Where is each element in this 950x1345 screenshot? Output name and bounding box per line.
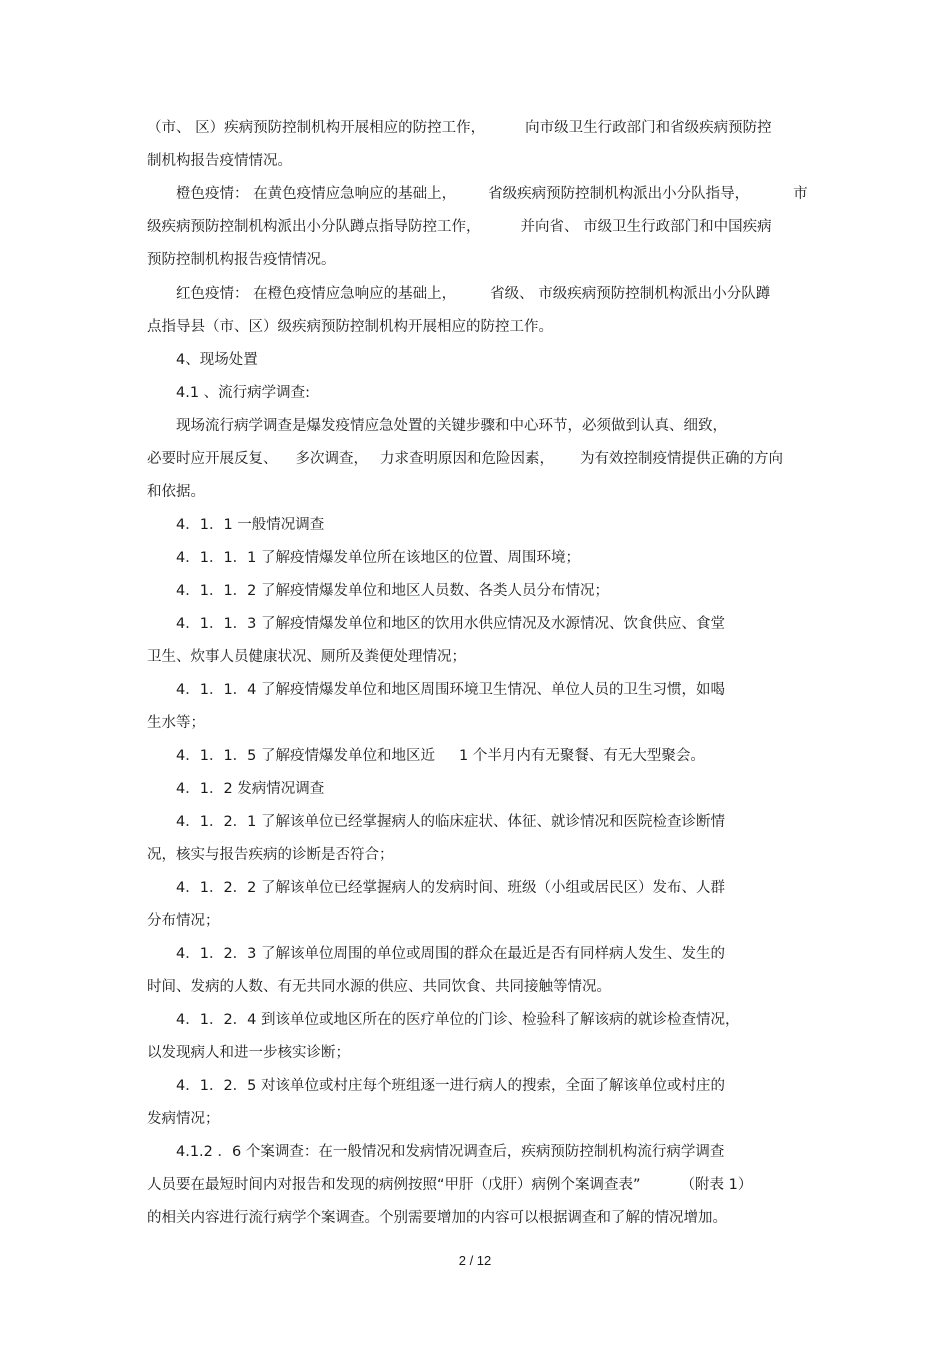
text-line: 预防控制机构报告疫情情况。: [147, 252, 336, 268]
text-segment: 为有效控制疫情提供正确的方向: [580, 451, 783, 467]
section-heading-4: 4、现场处置: [176, 352, 258, 368]
text-segment: 橙色疫情： 在黄色疫情应急响应的基础上，: [176, 186, 457, 202]
list-item: 4．1．1．1 了解疫情爆发单位所在该地区的位置、周围环境；: [176, 550, 581, 566]
text-line: 点指导县（市、区）级疾病预防控制机构开展相应的防控工作。: [147, 319, 553, 335]
list-item: 4．1．1．3 了解疫情爆发单位和地区的饮用水供应情况及水源情况、饮食供应、食堂: [176, 616, 726, 632]
text-segment: 省级疾病预防控制机构派出小分队指导，: [488, 186, 750, 202]
list-item: 4．1．2．2 了解该单位已经掌握病人的发病时间、班级（小组或居民区）发布、人群: [176, 880, 726, 896]
text-segment: 人员要在最短时间内对报告和发现的病例按照“甲肝（戊肝）病例个案调查表”: [147, 1177, 641, 1193]
text-segment: （附表 1）: [680, 1177, 753, 1193]
list-item: 4．1．2．3 了解该单位周围的单位或周围的群众在最近是否有同样病人发生、发生的: [176, 946, 726, 962]
list-item: 4．1．1．4 了解疫情爆发单位和地区周围环境卫生情况、单位人员的卫生习惯，如喝: [176, 682, 726, 698]
list-item: 4.1.2 ．6 个案调查：在一般情况和发病情况调查后，疾病预防控制机构流行病学调查: [176, 1144, 725, 1160]
text-segment: （市、 区）疾病预防控制机构开展相应的防控工作，: [147, 120, 486, 136]
text-line: 的相关内容进行流行病学个案调查。个别需要增加的内容可以根据调查和了解的情况增加。: [147, 1210, 727, 1226]
text-segment: 并向省、 市级卫生行政部门和中国疾病: [520, 219, 772, 235]
section-heading-4-1-1: 4．1．1 一般情况调查: [176, 517, 325, 533]
text-segment: 4．1．1．5 了解疫情爆发单位和地区近: [176, 748, 436, 764]
list-item: 4．1．1．2 了解疫情爆发单位和地区人员数、各类人员分布情况；: [176, 583, 610, 599]
text-segment: 向市级卫生行政部门和省级疾病预防控: [525, 120, 772, 136]
text-segment: 必要时应开展反复、: [147, 451, 278, 467]
text-line: 现场流行病学调查是爆发疫情应急处置的关键步骤和中心环节，必须做到认真、细致，: [176, 418, 727, 434]
text-line: 制机构报告疫情情况。: [147, 153, 292, 169]
list-item: 4．1．2．5 对该单位或村庄每个班组逐一进行病人的搜索，全面了解该单位或村庄的: [176, 1078, 726, 1094]
text-line: 时间、发病的人数、有无共同水源的供应、共同饮食、共同接触等情况。: [147, 979, 611, 995]
text-line: 和依据。: [147, 484, 205, 500]
text-line: [147, 119, 772, 137]
text-line: 卫生、炊事人员健康状况、厕所及粪便处理情况；: [147, 649, 466, 665]
text-line: [147, 218, 772, 236]
text-segment: 市: [793, 186, 808, 202]
page-number: 2 / 12: [458, 1253, 492, 1268]
text-line: [147, 1176, 752, 1194]
text-segment: 级疾病预防控制机构派出小分队蹲点指导防控工作，: [147, 219, 481, 235]
list-item: 4．1．2．4 到该单位或地区所在的医疗单位的门诊、检验科了解该病的就诊检查情况，: [176, 1012, 740, 1028]
section-heading-4-1-2: 4．1．2 发病情况调查: [176, 781, 325, 797]
text-line: 分布情况；: [147, 913, 220, 929]
paragraph-orange-alert: [176, 185, 808, 203]
text-segment: 力求查明原因和危险因素，: [380, 451, 554, 467]
list-item: [176, 747, 705, 765]
list-item: 4．1．2．1 了解该单位已经掌握病人的临床症状、体征、就诊情况和医院检查诊断情: [176, 814, 726, 830]
text-segment: 红色疫情： 在橙色疫情应急响应的基础上，: [176, 286, 457, 302]
text-line: 发病情况；: [147, 1111, 220, 1127]
text-line: 况，核实与报告疾病的诊断是否符合；: [147, 847, 394, 863]
text-segment: 多次调查，: [295, 451, 368, 467]
text-segment: 1 个半月内有无聚餐、有无大型聚会。: [459, 748, 705, 764]
text-line: [147, 450, 783, 468]
text-line: 以发现病人和进一步核实诊断；: [147, 1045, 350, 1061]
text-segment: 省级、 市级疾病预防控制机构派出小分队蹲: [490, 286, 771, 302]
text-line: 生水等；: [147, 715, 205, 731]
paragraph-red-alert: [176, 285, 770, 303]
section-heading-4-1: 4.1 、流行病学调查:: [176, 385, 311, 401]
